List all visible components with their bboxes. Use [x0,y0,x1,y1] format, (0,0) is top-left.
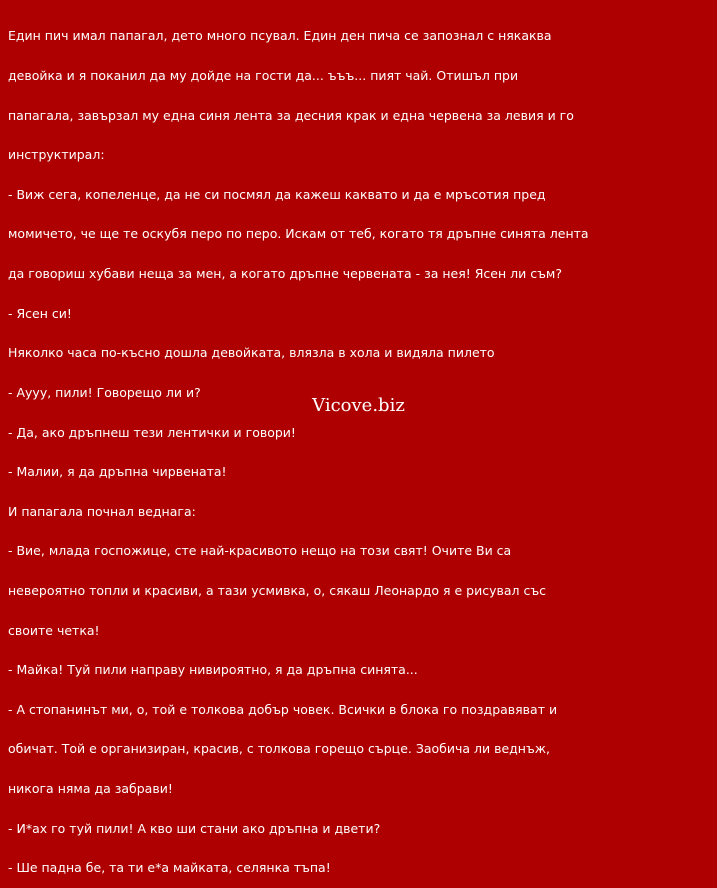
story-line: папагала, завързал му една синя лента за десния крак и една червена за левия и го [8,107,574,123]
story-line: момичето, че ще те оскубя перо по перо. Искам от теб, когато тя дръпне синята лента [8,226,589,242]
story-line: И папагала почнал веднага: [8,503,196,519]
story-line: - Да, ако дръпнеш тези лентички и говори! [8,424,296,440]
story-line: - Малии, я да дръпна чирвената! [8,464,227,480]
story-line: обичат. Той е организиран, красив, с толкова горещо сърце. Заобича ли веднъж, [8,741,551,757]
story-line: - Ше падна бе, та ти е*а майката, селянка тъпа! [8,860,331,876]
story-line: - Ясен си! [8,305,72,321]
story-line: невероятно топли и красиви, а тази усмивка, о, сякаш Леонардо я е рисувал със [8,582,547,598]
story-line: - А стопанинът ми, о, той е толкова добър човек. Всички в блока го поздравяват и [8,701,558,717]
story-line: да говориш хубави неща за мен, а когато дръпне червената - за нея! Ясен ли съм? [8,266,562,282]
joke-text [8,3,589,888]
site-watermark: Vicove.biz [312,395,405,416]
story-line: - Аууу, пили! Говорещо ли и? [8,384,201,400]
story-line: - Майка! Туй пили направу нивироятно, я да дръпна синята... [8,662,418,678]
story-line: своите четка! [8,622,100,638]
story-line: инструктирал: [8,147,105,163]
story-line: Няколко часа по-късно дошла девойката, влязла в хола и видяла пилето [8,345,495,361]
story-line: Един пич имал папагал, дето много псувал. Един ден пича се запознал с някаква [8,28,552,44]
story-line: - И*ах го туй пили! А кво ши стани ако дръпна и двети? [8,820,381,836]
story-line: - Вие, млада госпожице, сте най-красивото нещо на този свят! Очите Ви са [8,543,512,559]
story-line: девойка и я поканил да му дойде на гости да... ъъъ... пият чай. Отишъл при [8,68,519,84]
story-line: никога няма да забрави! [8,780,173,796]
story-line: - Виж сега, копеленце, да не си посмял да кажеш каквато и да е мръсотия пред [8,186,546,202]
